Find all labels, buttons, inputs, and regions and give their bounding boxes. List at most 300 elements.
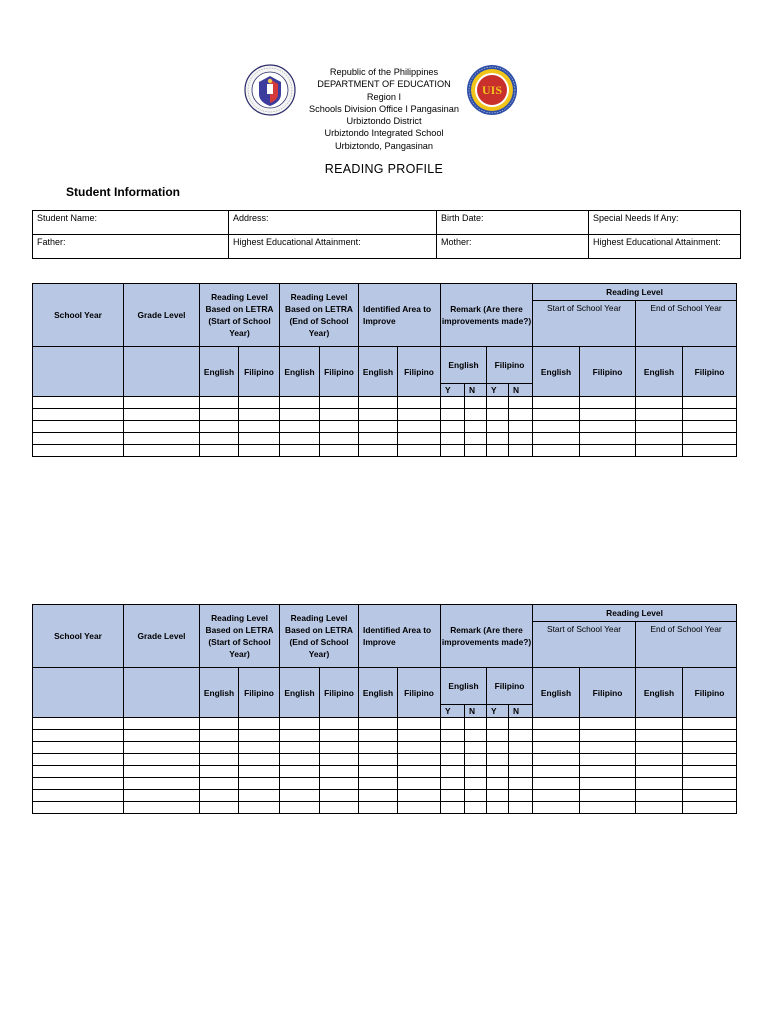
entry-cell[interactable]	[487, 397, 509, 409]
entry-cell[interactable]	[636, 766, 683, 778]
entry-cell[interactable]	[487, 742, 509, 754]
entry-cell[interactable]	[487, 433, 509, 445]
entry-cell[interactable]	[683, 802, 737, 814]
entry-cell[interactable]	[359, 766, 398, 778]
entry-cell[interactable]	[200, 778, 239, 790]
entry-cell[interactable]	[683, 445, 737, 457]
entry-cell[interactable]	[320, 802, 359, 814]
entry-cell[interactable]	[580, 742, 636, 754]
entry-cell[interactable]	[239, 445, 280, 457]
entry-cell[interactable]	[359, 409, 398, 421]
english-header: English	[280, 668, 320, 718]
table-row	[33, 766, 737, 778]
entry-cell[interactable]	[124, 778, 200, 790]
entry-cell[interactable]	[398, 742, 441, 754]
entry-cell[interactable]	[509, 433, 533, 445]
entry-cell[interactable]	[33, 742, 124, 754]
entry-cell[interactable]	[683, 409, 737, 421]
header-line: Schools Division Office I Pangasinan	[309, 103, 459, 114]
filipino-header: Filipino	[239, 347, 280, 397]
entry-cell[interactable]	[124, 754, 200, 766]
remark-header: Remark (Are there improvements made?)	[441, 605, 533, 668]
entry-cell[interactable]	[441, 433, 465, 445]
entry-cell[interactable]	[533, 766, 580, 778]
entry-cell[interactable]	[636, 778, 683, 790]
entry-cell[interactable]	[533, 802, 580, 814]
entry-cell[interactable]	[636, 802, 683, 814]
entry-cell[interactable]	[465, 766, 487, 778]
table-row	[33, 397, 737, 409]
header-line: Region I	[366, 91, 402, 102]
entry-cell[interactable]	[487, 445, 509, 457]
entry-cell[interactable]	[465, 802, 487, 814]
deped-seal-logo	[244, 64, 296, 116]
entry-cell[interactable]	[33, 778, 124, 790]
entry-cell[interactable]	[398, 802, 441, 814]
entry-cell[interactable]	[359, 802, 398, 814]
english-header: English	[280, 347, 320, 397]
entry-cell[interactable]	[580, 766, 636, 778]
english-header: English	[533, 347, 580, 397]
entry-cell[interactable]	[465, 445, 487, 457]
entry-cell[interactable]	[509, 754, 533, 766]
table-row	[33, 718, 737, 730]
entry-cell[interactable]	[359, 433, 398, 445]
entry-cell[interactable]	[580, 433, 636, 445]
grade-level-subcell	[124, 347, 200, 397]
header-line: Urbiztondo, Pangasinan	[334, 140, 434, 151]
english-header: English	[636, 347, 683, 397]
entry-cell[interactable]	[636, 754, 683, 766]
entry-cell[interactable]	[441, 742, 465, 754]
entry-cell[interactable]	[533, 433, 580, 445]
entry-cell[interactable]	[441, 778, 465, 790]
filipino-header: Filipino	[683, 668, 737, 718]
entry-cell[interactable]	[239, 754, 280, 766]
entry-cell[interactable]	[200, 718, 239, 730]
subheader-row	[33, 668, 737, 705]
english-header: English	[359, 668, 398, 718]
letra-end-header: Reading Level Based on LETRA (End of School Year)	[280, 605, 359, 668]
entry-cell[interactable]	[533, 742, 580, 754]
entry-cell[interactable]	[580, 754, 636, 766]
entry-cell[interactable]	[33, 421, 124, 433]
header-line: Urbiztondo Integrated School	[324, 128, 444, 139]
student-info-row	[33, 211, 741, 235]
school-year-header: School Year	[33, 605, 124, 668]
entry-cell[interactable]	[320, 790, 359, 802]
entry-cell[interactable]	[239, 778, 280, 790]
entry-cell[interactable]	[509, 742, 533, 754]
entry-cell[interactable]	[200, 421, 239, 433]
entry-cell[interactable]	[636, 718, 683, 730]
entry-cell[interactable]	[124, 445, 200, 457]
document-title: READING PROFILE	[324, 162, 444, 176]
entry-cell[interactable]	[580, 397, 636, 409]
student-info-heading: Student Information	[66, 185, 180, 199]
school-year-subcell	[33, 347, 124, 397]
entry-cell[interactable]	[124, 397, 200, 409]
entry-cell[interactable]	[239, 718, 280, 730]
entry-cell[interactable]	[683, 397, 737, 409]
entry-cell[interactable]	[320, 742, 359, 754]
header-row	[33, 284, 737, 301]
entry-cell[interactable]	[320, 433, 359, 445]
entry-cell[interactable]	[359, 742, 398, 754]
entry-cell[interactable]	[320, 397, 359, 409]
entry-cell[interactable]	[280, 445, 320, 457]
table-row	[33, 730, 737, 742]
entry-cell[interactable]	[280, 718, 320, 730]
entry-cell[interactable]	[636, 433, 683, 445]
table-row	[33, 754, 737, 766]
header-line: Urbiztondo District	[346, 116, 422, 127]
entry-cell[interactable]	[280, 421, 320, 433]
entry-cell[interactable]	[580, 421, 636, 433]
special-needs-field[interactable]: Special Needs If Any:	[589, 211, 741, 235]
remark-header: Remark (Are there improvements made?)	[441, 284, 533, 347]
entry-cell[interactable]	[683, 718, 737, 730]
entry-cell[interactable]	[33, 754, 124, 766]
entry-cell[interactable]	[441, 409, 465, 421]
entry-cell[interactable]	[124, 730, 200, 742]
entry-cell[interactable]	[465, 778, 487, 790]
mother-field[interactable]: Mother:	[437, 235, 589, 259]
remark-filipino-header: Filipino	[487, 668, 533, 705]
entry-cell[interactable]	[124, 421, 200, 433]
entry-cell[interactable]	[239, 802, 280, 814]
birth-date-field[interactable]: Birth Date:	[437, 211, 589, 235]
entry-cell[interactable]	[465, 754, 487, 766]
mother-education-field[interactable]: Highest Educational Attainment:	[589, 235, 741, 259]
reading-level-header: Reading Level	[533, 284, 737, 301]
entry-cell[interactable]	[359, 730, 398, 742]
entry-cell[interactable]	[441, 790, 465, 802]
entry-cell[interactable]	[239, 409, 280, 421]
entry-cell[interactable]	[124, 433, 200, 445]
entry-cell[interactable]	[398, 409, 441, 421]
entry-cell[interactable]	[683, 433, 737, 445]
entry-cell[interactable]	[487, 754, 509, 766]
entry-cell[interactable]	[580, 718, 636, 730]
father-field[interactable]: Father:	[33, 235, 229, 259]
entry-cell[interactable]	[636, 421, 683, 433]
entry-cell[interactable]	[398, 778, 441, 790]
filipino-header: Filipino	[398, 668, 441, 718]
entry-cell[interactable]	[509, 802, 533, 814]
entry-cell[interactable]	[280, 766, 320, 778]
yes-header: Y	[441, 384, 465, 397]
filipino-header: Filipino	[320, 347, 359, 397]
entry-cell[interactable]	[465, 718, 487, 730]
entry-cell[interactable]	[441, 397, 465, 409]
entry-cell[interactable]	[465, 730, 487, 742]
entry-cell[interactable]	[487, 766, 509, 778]
entry-cell[interactable]	[509, 766, 533, 778]
entry-cell[interactable]	[359, 718, 398, 730]
yes-header: Y	[487, 384, 509, 397]
table-row	[33, 742, 737, 754]
entry-cell[interactable]	[441, 754, 465, 766]
entry-cell[interactable]	[487, 730, 509, 742]
entry-cell[interactable]	[200, 766, 239, 778]
english-header: English	[200, 347, 239, 397]
entry-cell[interactable]	[33, 433, 124, 445]
entry-cell[interactable]	[509, 397, 533, 409]
entry-cell[interactable]	[441, 421, 465, 433]
entry-cell[interactable]	[441, 445, 465, 457]
yes-header: Y	[441, 705, 465, 718]
entry-cell[interactable]	[239, 766, 280, 778]
entry-cell[interactable]	[509, 409, 533, 421]
entry-cell[interactable]	[683, 778, 737, 790]
entry-cell[interactable]	[487, 778, 509, 790]
entry-cell[interactable]	[398, 397, 441, 409]
entry-cell[interactable]	[398, 790, 441, 802]
entry-cell[interactable]	[200, 754, 239, 766]
entry-cell[interactable]	[487, 409, 509, 421]
entry-cell[interactable]	[398, 445, 441, 457]
entry-cell[interactable]	[636, 730, 683, 742]
header-row	[33, 605, 737, 622]
entry-cell[interactable]	[359, 754, 398, 766]
entry-cell[interactable]	[320, 409, 359, 421]
entry-cell[interactable]	[124, 742, 200, 754]
entry-cell[interactable]	[509, 778, 533, 790]
entry-cell[interactable]	[487, 802, 509, 814]
entry-cell[interactable]	[33, 409, 124, 421]
end-sy-header: End of School Year	[636, 622, 737, 668]
entry-cell[interactable]	[33, 790, 124, 802]
grade-level-subcell	[124, 668, 200, 718]
entry-cell[interactable]	[636, 397, 683, 409]
entry-cell[interactable]	[33, 397, 124, 409]
entry-cell[interactable]	[441, 802, 465, 814]
identified-area-header: Identified Area to Improve	[359, 284, 441, 347]
entry-cell[interactable]	[533, 790, 580, 802]
entry-cell[interactable]	[441, 730, 465, 742]
remark-filipino-header: Filipino	[487, 347, 533, 384]
student-info-table	[32, 210, 741, 259]
entry-cell[interactable]	[509, 790, 533, 802]
header-line: Republic of the Philippines	[329, 67, 439, 77]
entry-cell[interactable]	[398, 730, 441, 742]
entry-cell[interactable]	[636, 445, 683, 457]
school-header	[300, 66, 468, 152]
address-field[interactable]: Address:	[229, 211, 437, 235]
entry-cell[interactable]	[636, 409, 683, 421]
entry-cell[interactable]	[441, 766, 465, 778]
school-year-header: School Year	[33, 284, 124, 347]
reading-profile-table	[32, 283, 737, 457]
entry-cell[interactable]	[320, 718, 359, 730]
entry-cell[interactable]	[398, 754, 441, 766]
reading-level-header: Reading Level	[533, 605, 737, 622]
entry-cell[interactable]	[683, 766, 737, 778]
entry-cell[interactable]	[280, 802, 320, 814]
entry-cell[interactable]	[683, 742, 737, 754]
header-line: DEPARTMENT OF EDUCATION	[317, 79, 451, 90]
grade-level-header: Grade Level	[124, 284, 200, 347]
entry-cell[interactable]	[580, 790, 636, 802]
entry-cell[interactable]	[580, 445, 636, 457]
entry-cell[interactable]	[398, 421, 441, 433]
school-year-subcell	[33, 668, 124, 718]
entry-cell[interactable]	[359, 445, 398, 457]
entry-cell[interactable]	[683, 421, 737, 433]
entry-cell[interactable]	[487, 790, 509, 802]
entry-cell[interactable]	[124, 718, 200, 730]
entry-cell[interactable]	[636, 742, 683, 754]
entry-cell[interactable]	[200, 433, 239, 445]
entry-cell[interactable]	[280, 730, 320, 742]
entry-cell[interactable]	[487, 718, 509, 730]
entry-cell[interactable]	[33, 445, 124, 457]
entry-cell[interactable]	[33, 718, 124, 730]
entry-cell[interactable]	[280, 742, 320, 754]
entry-cell[interactable]	[359, 421, 398, 433]
reading-profile-table	[32, 604, 737, 814]
entry-cell[interactable]	[280, 778, 320, 790]
entry-cell[interactable]	[636, 790, 683, 802]
start-sy-header: Start of School Year	[533, 622, 636, 668]
filipino-header: Filipino	[398, 347, 441, 397]
entry-cell[interactable]	[487, 421, 509, 433]
filipino-header: Filipino	[239, 668, 280, 718]
filipino-header: Filipino	[683, 347, 737, 397]
entry-cell[interactable]	[124, 409, 200, 421]
entry-cell[interactable]	[280, 790, 320, 802]
entry-cell[interactable]	[33, 730, 124, 742]
subheader-row	[33, 347, 737, 384]
father-education-field[interactable]: Highest Educational Attainment:	[229, 235, 437, 259]
table-row	[33, 790, 737, 802]
entry-cell[interactable]	[533, 409, 580, 421]
entry-cell[interactable]	[683, 730, 737, 742]
entry-cell[interactable]	[465, 397, 487, 409]
entry-cell[interactable]	[683, 754, 737, 766]
entry-cell[interactable]	[580, 730, 636, 742]
letra-end-header: Reading Level Based on LETRA (End of School Year)	[280, 284, 359, 347]
entry-cell[interactable]	[320, 445, 359, 457]
student-name-field[interactable]: Student Name:	[33, 211, 229, 235]
entry-cell[interactable]	[239, 397, 280, 409]
table-row	[33, 421, 737, 433]
entry-cell[interactable]	[580, 409, 636, 421]
english-header: English	[200, 668, 239, 718]
entry-cell[interactable]	[239, 730, 280, 742]
entry-cell[interactable]	[465, 742, 487, 754]
entry-cell[interactable]	[465, 421, 487, 433]
entry-cell[interactable]	[33, 802, 124, 814]
end-sy-header: End of School Year	[636, 301, 737, 347]
entry-cell[interactable]	[200, 742, 239, 754]
entry-cell[interactable]	[320, 754, 359, 766]
entry-cell[interactable]	[683, 790, 737, 802]
grade-level-header: Grade Level	[124, 605, 200, 668]
english-header: English	[359, 347, 398, 397]
entry-cell[interactable]	[320, 730, 359, 742]
entry-cell[interactable]	[33, 766, 124, 778]
entry-cell[interactable]	[509, 421, 533, 433]
entry-cell[interactable]	[533, 445, 580, 457]
entry-cell[interactable]	[398, 433, 441, 445]
entry-cell[interactable]	[200, 409, 239, 421]
entry-cell[interactable]	[320, 421, 359, 433]
entry-cell[interactable]	[200, 730, 239, 742]
entry-cell[interactable]	[200, 445, 239, 457]
remark-english-header: English	[441, 668, 487, 705]
entry-cell[interactable]	[533, 754, 580, 766]
remark-english-header: English	[441, 347, 487, 384]
no-header: N	[509, 384, 533, 397]
entry-cell[interactable]	[200, 790, 239, 802]
entry-cell[interactable]	[124, 766, 200, 778]
entry-cell[interactable]	[280, 433, 320, 445]
entry-cell[interactable]	[465, 790, 487, 802]
table-row	[33, 802, 737, 814]
entry-cell[interactable]	[580, 802, 636, 814]
entry-cell[interactable]	[533, 421, 580, 433]
entry-cell[interactable]	[533, 718, 580, 730]
letra-start-header: Reading Level Based on LETRA (Start of School Year)	[200, 284, 280, 347]
entry-cell[interactable]	[280, 397, 320, 409]
entry-cell[interactable]	[533, 730, 580, 742]
entry-cell[interactable]	[280, 409, 320, 421]
entry-cell[interactable]	[124, 790, 200, 802]
no-header: N	[465, 705, 487, 718]
svg-text:UIS: UIS	[481, 83, 503, 97]
entry-cell[interactable]	[359, 778, 398, 790]
entry-cell[interactable]	[465, 409, 487, 421]
entry-cell[interactable]	[200, 802, 239, 814]
entry-cell[interactable]	[509, 445, 533, 457]
entry-cell[interactable]	[124, 802, 200, 814]
entry-cell[interactable]	[239, 433, 280, 445]
entry-cell[interactable]	[239, 790, 280, 802]
table-row	[33, 409, 737, 421]
no-header: N	[509, 705, 533, 718]
letra-start-header: Reading Level Based on LETRA (Start of School Year)	[200, 605, 280, 668]
entry-cell[interactable]	[359, 397, 398, 409]
uis-school-logo	[466, 64, 518, 116]
entry-cell[interactable]	[580, 778, 636, 790]
start-sy-header: Start of School Year	[533, 301, 636, 347]
entry-cell[interactable]	[239, 742, 280, 754]
student-info-row	[33, 235, 741, 259]
filipino-header: Filipino	[580, 668, 636, 718]
entry-cell[interactable]	[509, 718, 533, 730]
entry-cell[interactable]	[359, 790, 398, 802]
entry-cell[interactable]	[533, 397, 580, 409]
identified-area-header: Identified Area to Improve	[359, 605, 441, 668]
entry-cell[interactable]	[239, 421, 280, 433]
entry-cell[interactable]	[465, 433, 487, 445]
entry-cell[interactable]	[320, 766, 359, 778]
entry-cell[interactable]	[320, 778, 359, 790]
entry-cell[interactable]	[509, 730, 533, 742]
entry-cell[interactable]	[398, 766, 441, 778]
entry-cell[interactable]	[200, 397, 239, 409]
entry-cell[interactable]	[398, 718, 441, 730]
table-row	[33, 433, 737, 445]
entry-cell[interactable]	[533, 778, 580, 790]
filipino-header: Filipino	[320, 668, 359, 718]
entry-cell[interactable]	[280, 754, 320, 766]
entry-cell[interactable]	[441, 718, 465, 730]
no-header: N	[465, 384, 487, 397]
yes-header: Y	[487, 705, 509, 718]
